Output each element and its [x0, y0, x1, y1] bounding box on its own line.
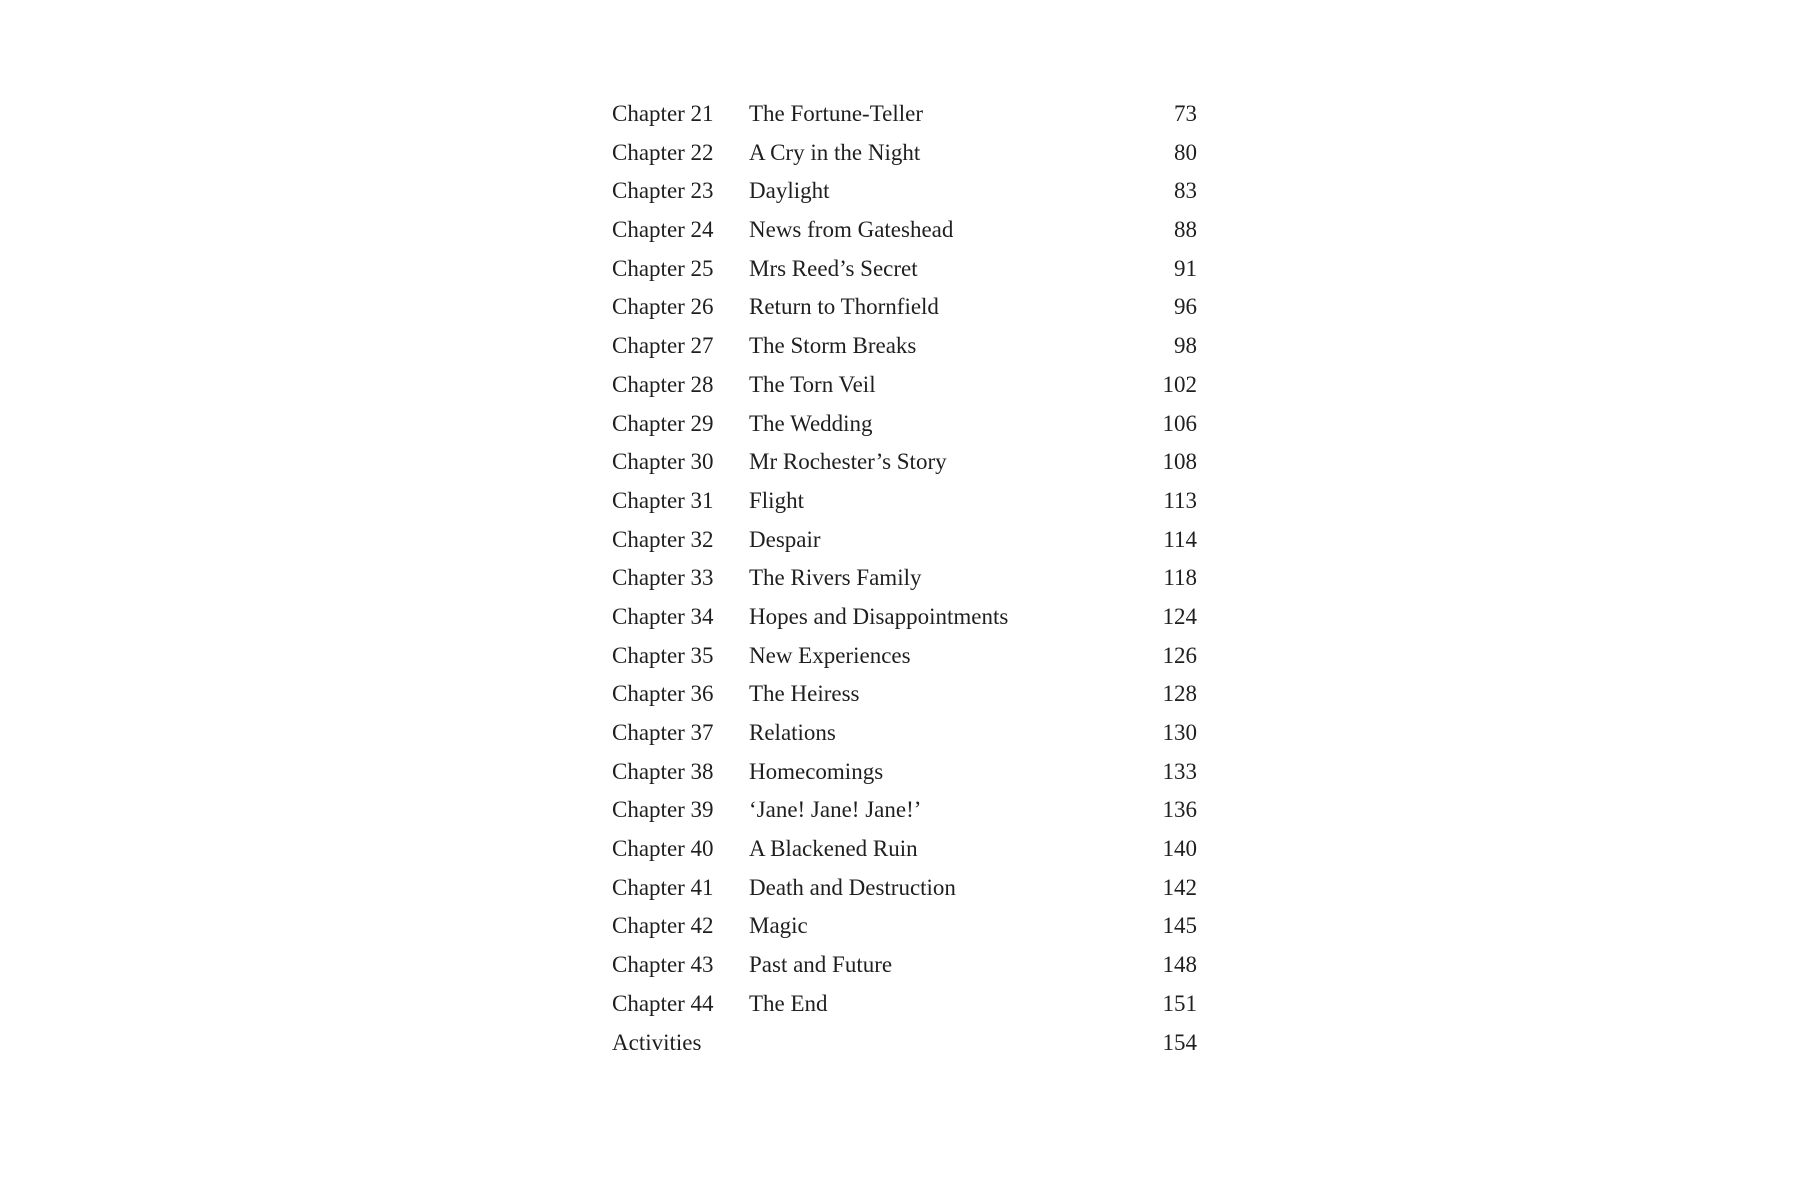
- toc-chapter-label: Chapter 29: [612, 410, 714, 436]
- toc-page-number: 91: [1174, 255, 1197, 281]
- toc-page-number: 145: [1162, 913, 1197, 939]
- toc-row-chapter-26[interactable]: [612, 288, 1197, 327]
- toc-page-number: 96: [1174, 294, 1197, 320]
- toc-page-number: 136: [1162, 797, 1197, 823]
- toc-chapter-title: Homecomings: [749, 758, 884, 784]
- toc-row-chapter-29[interactable]: [612, 405, 1197, 444]
- toc-chapter-title: A Blackened Ruin: [749, 836, 918, 862]
- toc-page-number: 142: [1162, 874, 1197, 900]
- toc-chapter-label: Chapter 27: [612, 333, 714, 359]
- toc-row-chapter-30[interactable]: [612, 443, 1197, 482]
- toc-chapter-title: A Cry in the Night: [749, 139, 921, 165]
- toc-page-number: 118: [1163, 565, 1197, 591]
- toc-chapter-title: The End: [749, 990, 828, 1016]
- toc-page-number: 151: [1162, 990, 1197, 1016]
- toc-row-chapter-40[interactable]: [612, 830, 1197, 869]
- toc-chapter-label: Chapter 32: [612, 526, 714, 552]
- toc-chapter-title: Relations: [749, 720, 836, 745]
- toc-row-chapter-37[interactable]: [612, 714, 1197, 753]
- toc-chapter-label: Chapter 26: [612, 294, 714, 320]
- toc-chapter-title: The Wedding: [749, 410, 873, 436]
- toc-chapter-title: Despair: [749, 526, 821, 552]
- toc-chapter-title: Flight: [749, 487, 804, 513]
- toc-chapter-title: New Experiences: [749, 642, 911, 668]
- toc-chapter-title: Death and Destruction: [749, 874, 956, 900]
- toc-page-number: 148: [1162, 952, 1197, 978]
- toc-page-number: 126: [1162, 642, 1197, 668]
- toc-chapter-label: Chapter 24: [612, 217, 714, 243]
- toc-page-number: 88: [1174, 217, 1197, 243]
- toc-chapter-title: Magic: [749, 913, 808, 939]
- toc-chapter-title: Daylight: [749, 178, 830, 204]
- toc-chapter-title: The Storm Breaks: [749, 333, 917, 359]
- toc-chapter-label: Chapter 21: [612, 101, 714, 126]
- toc-page-number: 140: [1162, 836, 1197, 862]
- toc-row-chapter-39[interactable]: [612, 791, 1197, 830]
- toc-chapter-label: Chapter 31: [612, 487, 714, 513]
- toc-chapter-label: Chapter 25: [612, 255, 714, 281]
- toc-chapter-label: Chapter 28: [612, 371, 714, 397]
- toc-page-number: 128: [1162, 681, 1197, 707]
- toc-chapter-title: The Heiress: [749, 681, 860, 707]
- toc-chapter-label: Chapter 39: [612, 797, 714, 823]
- toc-page-number: 98: [1174, 333, 1197, 359]
- toc-row-chapter-38[interactable]: [612, 753, 1197, 792]
- toc-chapter-label: Chapter 44: [612, 990, 714, 1016]
- toc-row-chapter-23[interactable]: [612, 172, 1197, 211]
- toc-chapter-label: Chapter 35: [612, 642, 714, 668]
- toc-page-number: 106: [1162, 410, 1197, 436]
- toc-page-number: 154: [1162, 1029, 1197, 1055]
- toc-row-chapter-34[interactable]: [612, 598, 1197, 637]
- toc-chapter-title: Mrs Reed’s Secret: [749, 255, 918, 281]
- toc-chapter-title: The Fortune-Teller: [749, 101, 924, 126]
- toc-row-chapter-25[interactable]: [612, 250, 1197, 289]
- toc-row-chapter-24[interactable]: [612, 211, 1197, 250]
- toc-chapter-title: News from Gateshead: [749, 217, 954, 243]
- toc-row-chapter-41[interactable]: [612, 869, 1197, 908]
- toc-page-number: 102: [1162, 371, 1197, 397]
- toc-row-chapter-31[interactable]: [612, 482, 1197, 521]
- toc-chapter-label: Chapter 41: [612, 874, 714, 900]
- toc-chapter-label: Chapter 43: [612, 952, 714, 978]
- toc-page-number: 83: [1174, 178, 1197, 204]
- toc-chapter-title: Past and Future: [749, 952, 893, 978]
- toc-page-number: 124: [1162, 603, 1197, 629]
- toc-chapter-label: Chapter 42: [612, 913, 714, 939]
- toc-row-chapter-32[interactable]: [612, 521, 1197, 560]
- toc-row-chapter-36[interactable]: [612, 675, 1197, 714]
- toc-chapter-label: Chapter 22: [612, 139, 714, 165]
- toc-page-number: 130: [1162, 720, 1197, 745]
- toc-page-number: 133: [1162, 758, 1197, 784]
- toc-chapter-label: Chapter 38: [612, 758, 714, 784]
- toc-page-number: 73: [1174, 101, 1197, 126]
- toc-row-chapter-35[interactable]: [612, 637, 1197, 676]
- toc-chapter-label: Chapter 33: [612, 565, 714, 591]
- toc-page-number: 114: [1163, 526, 1197, 552]
- toc-row-chapter-44[interactable]: [612, 985, 1197, 1024]
- toc-page-number: 113: [1163, 487, 1197, 513]
- toc-chapter-label: Chapter 23: [612, 178, 714, 204]
- toc-page-number: 108: [1162, 449, 1197, 475]
- toc-row-chapter-27[interactable]: [612, 327, 1197, 366]
- toc-row-chapter-28[interactable]: [612, 366, 1197, 405]
- table-of-contents: [612, 95, 1197, 1062]
- toc-row-chapter-42[interactable]: [612, 907, 1197, 946]
- toc-chapter-label: Chapter 40: [612, 836, 714, 862]
- toc-chapter-title: The Rivers Family: [749, 565, 922, 591]
- toc-section-label: Activities: [612, 1029, 702, 1055]
- toc-chapter-title: Hopes and Disappointments: [749, 603, 1009, 629]
- toc-chapter-label: Chapter 36: [612, 681, 714, 707]
- toc-chapter-title: ‘Jane! Jane! Jane!’: [749, 797, 922, 823]
- toc-chapter-title: Mr Rochester’s Story: [749, 449, 947, 475]
- toc-page-number: 80: [1174, 139, 1197, 165]
- toc-row-chapter-43[interactable]: [612, 946, 1197, 985]
- toc-chapter-title: Return to Thornfield: [749, 294, 939, 320]
- toc-row-chapter-33[interactable]: [612, 559, 1197, 598]
- toc-chapter-label: Chapter 30: [612, 449, 714, 475]
- toc-row-chapter-21[interactable]: [612, 95, 1197, 134]
- toc-row-chapter-22[interactable]: [612, 134, 1197, 173]
- toc-chapter-label: Chapter 34: [612, 603, 714, 629]
- toc-chapter-label: Chapter 37: [612, 720, 714, 745]
- toc-row-activities[interactable]: [612, 1024, 1197, 1063]
- toc-chapter-title: The Torn Veil: [749, 371, 876, 397]
